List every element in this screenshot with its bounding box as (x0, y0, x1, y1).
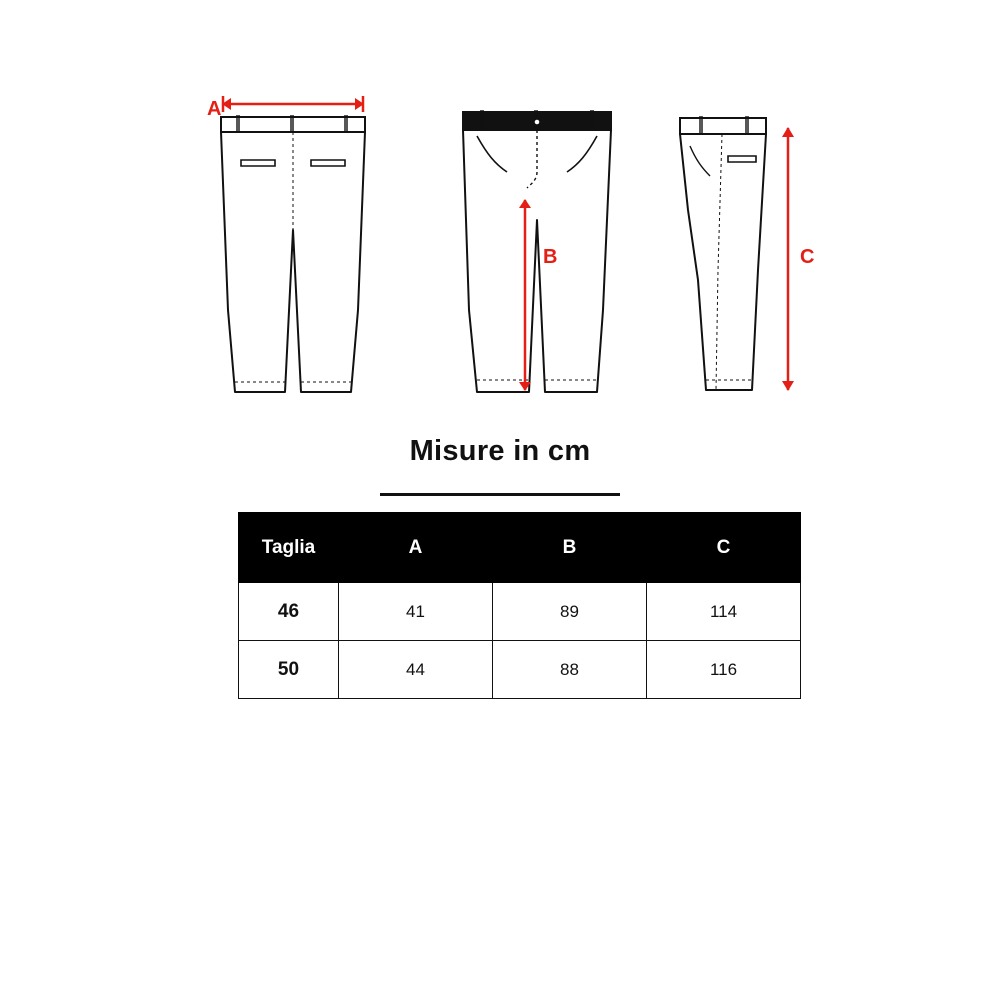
measures-title: Misure in cm (409, 435, 591, 467)
table-row (239, 641, 801, 699)
column-header-size: Taglia (239, 513, 339, 583)
trousers-side-illustration (660, 60, 920, 420)
title-divider (380, 493, 620, 496)
cell-c: 114 (647, 583, 801, 641)
cell-a: 41 (339, 583, 493, 641)
cell-b: 88 (493, 641, 647, 699)
column-header-a: A (339, 513, 493, 583)
trousers-side-view (660, 60, 920, 420)
column-header-b: B (493, 513, 647, 583)
size-table (238, 512, 801, 699)
column-header-c: C (647, 513, 801, 583)
dimension-label-b: B (543, 246, 558, 268)
table-header-row (239, 513, 801, 583)
garment-illustrations (0, 60, 1000, 420)
cell-size: 50 (239, 641, 339, 699)
cell-size: 46 (239, 583, 339, 641)
dimension-label-a: A (207, 98, 222, 120)
trousers-back-view (175, 60, 435, 420)
cell-b: 89 (493, 583, 647, 641)
trousers-front-view (425, 60, 685, 420)
table-row (239, 583, 801, 641)
cell-a: 44 (339, 641, 493, 699)
trousers-front-illustration (425, 60, 685, 420)
cell-c: 116 (647, 641, 801, 699)
dimension-label-c: C (800, 246, 815, 268)
